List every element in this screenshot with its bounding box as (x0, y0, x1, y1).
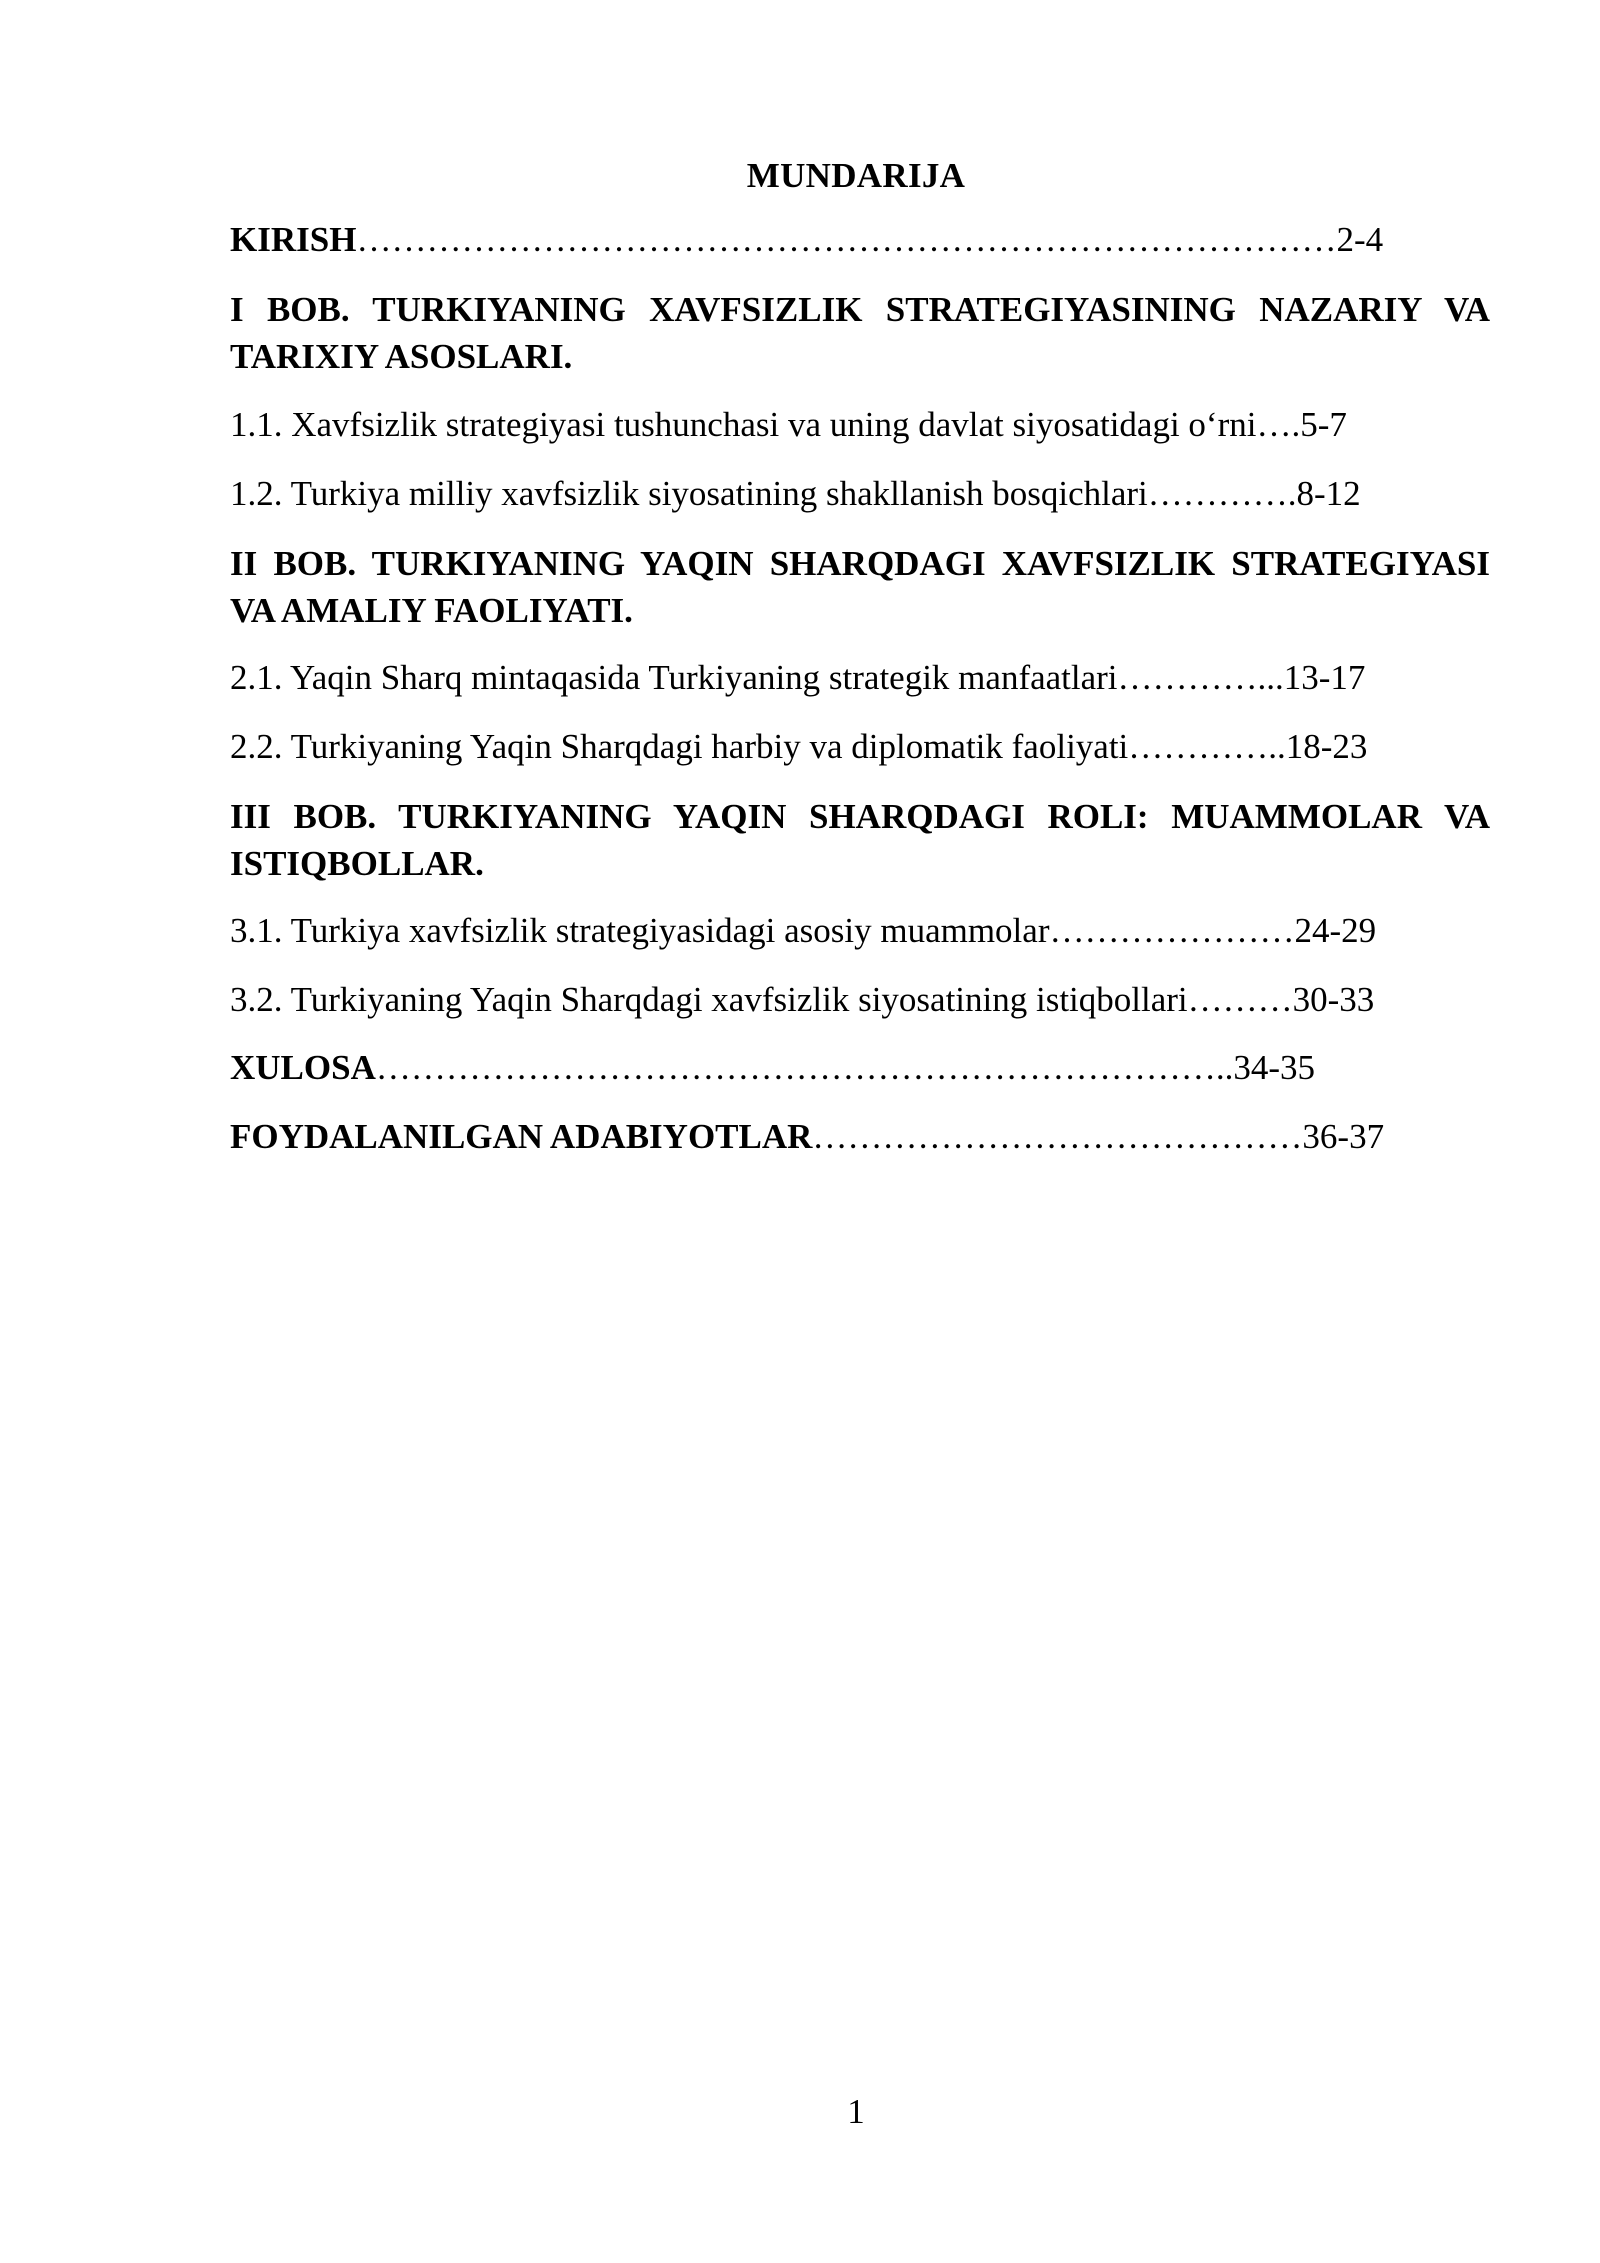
toc-page-range: 5-7 (1300, 405, 1347, 444)
toc-leader: ………………………………………………………………………… (356, 220, 1337, 259)
toc-entry-xulosa (230, 1046, 1315, 1090)
page-title: MUNDARIJA (746, 156, 966, 195)
toc-page-range: 24-29 (1294, 911, 1377, 950)
toc-leader: ……………………………………………………………….. (375, 1048, 1234, 1087)
toc-page-range: 30-33 (1292, 980, 1375, 1019)
toc-page-range: 8-12 (1296, 474, 1361, 513)
toc-entry-1-2 (230, 472, 1361, 516)
toc-entry-text: 2.1. Yaqin Sharq mintaqasida Turkiyaning strategik manfaatlari (230, 658, 1118, 697)
toc-entry-text: 1.2. Turkiya milliy xavfsizlik siyosatining shakllanish bosqichlari (230, 474, 1148, 513)
toc-entry-label: XULOSA (230, 1048, 376, 1087)
toc-chapter-3: III BOB. TURKIYANING YAQIN SHARQDAGI ROLI: MUAMMOLAR VA ISTIQBOLLAR. (230, 797, 1490, 883)
toc-leader: ………………… (1049, 911, 1295, 950)
page-number: 1 (847, 2092, 865, 2131)
toc-entry-text: 3.1. Turkiya xavfsizlik strategiyasidagi asosiy muammolar (230, 911, 1050, 950)
toc-entry-2-2 (230, 725, 1367, 769)
toc-entry-text: 2.2. Turkiyaning Yaqin Sharqdagi harbiy va diplomatik faoliyati (230, 727, 1129, 766)
toc-entry-3-2 (230, 978, 1374, 1022)
toc-entry-text: 3.2. Turkiyaning Yaqin Sharqdagi xavfsizlik siyosatining istiqbollari (230, 980, 1188, 1019)
toc-entry-3-1 (230, 909, 1376, 953)
toc-leader: …………. (1147, 474, 1297, 513)
toc-entry-adabiyotlar (230, 1115, 1384, 1159)
toc-entry-1-1 (230, 403, 1347, 447)
toc-chapter-2: II BOB. TURKIYANING YAQIN SHARQDAGI XAVFSIZLIK STRATEGIYASI VA AMALIY FAOLIYATI. (230, 544, 1490, 630)
toc-leader: ………….. (1128, 727, 1286, 766)
toc-page-range: 2-4 (1336, 220, 1384, 259)
toc-page-range: 13-17 (1283, 658, 1366, 697)
toc-leader: …. (1256, 405, 1301, 444)
toc-leader: …………... (1117, 658, 1284, 697)
toc-entry-label: KIRISH (230, 220, 357, 259)
toc-leader: …………………………………… (812, 1117, 1303, 1156)
toc-page-range: 34-35 (1233, 1048, 1316, 1087)
toc-entry-kirish (230, 218, 1383, 262)
toc-page-range: 18-23 (1285, 727, 1368, 766)
toc-page-range: 36-37 (1302, 1117, 1385, 1156)
toc-entry-2-1 (230, 656, 1365, 700)
toc-entry-text: 1.1. Xavfsizlik strategiyasi tushunchasi va uning davlat siyosatidagi o‘rni (230, 405, 1257, 444)
toc-leader: ……… (1187, 980, 1293, 1019)
toc-chapter-1: I BOB. TURKIYANING XAVFSIZLIK STRATEGIYASINING NAZARIY VA TARIXIY ASOSLARI. (230, 290, 1490, 376)
toc-entry-label: FOYDALANILGAN ADABIYOTLAR (230, 1117, 813, 1156)
